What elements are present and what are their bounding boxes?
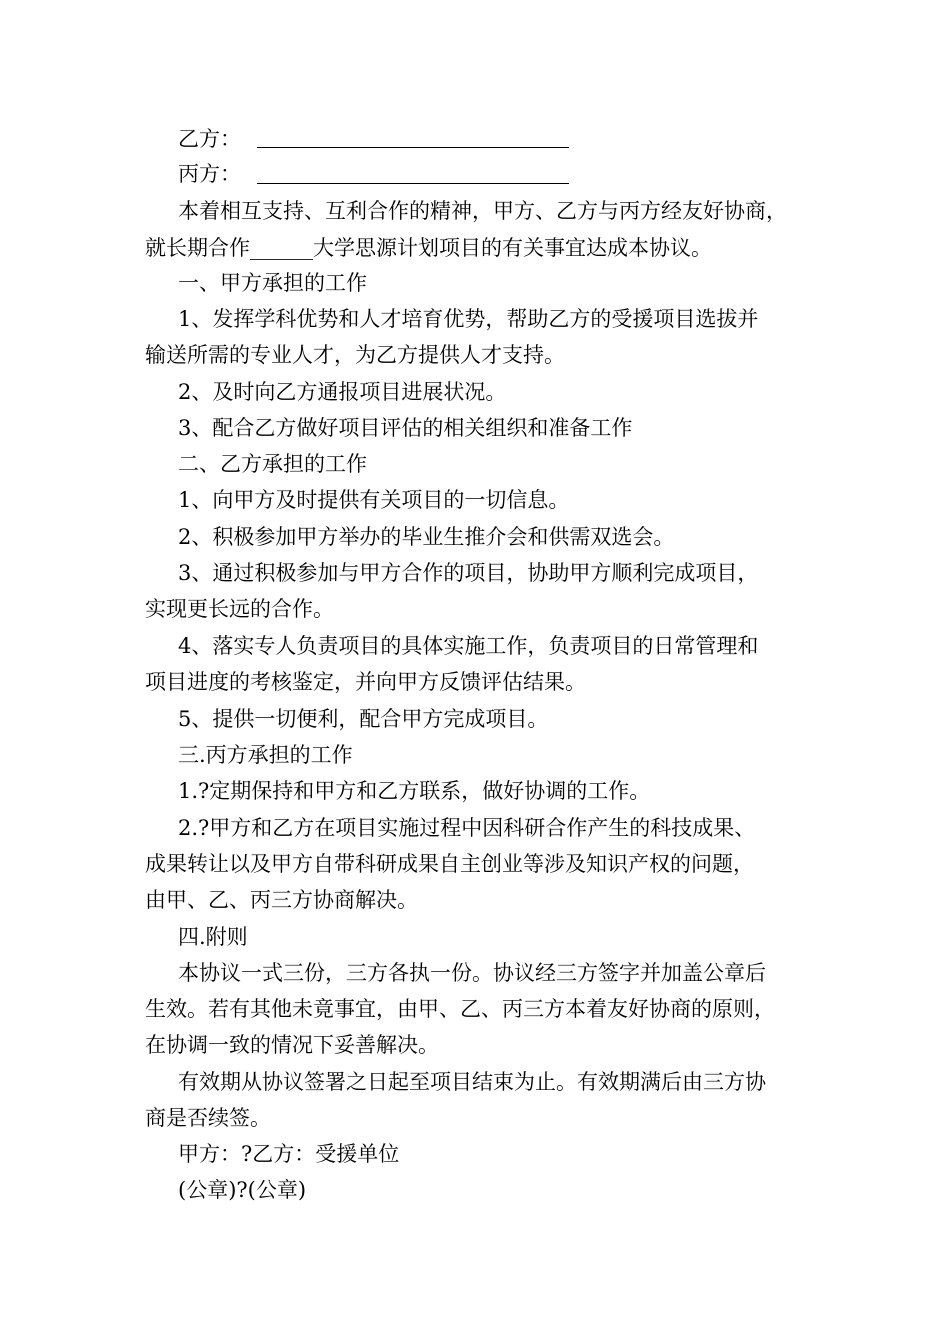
section-3-item-2-line-3: 由甲、乙、丙三方协商解决。 [145, 888, 418, 912]
party-c-label: 丙方： [178, 162, 241, 186]
section-2-item-4-line-1: 4、落实专人负责项目的具体实施工作，负责项目的日常管理和 [178, 634, 759, 658]
intro-line-2: 就长期合作______大学思源计划项目的有关事宜达成本协议。 [145, 236, 712, 260]
section-4-paragraph-1-line-1: 本协议一式三份，三方各执一份。协议经三方签字并加盖公章后 [178, 961, 766, 985]
section-2-item-3-line-1: 3、通过积极参加与甲方合作的项目，协助甲方顺利完成项目， [178, 561, 759, 585]
section-2-item-4-line-2: 项目进度的考核鉴定，并向甲方反馈评估结果。 [145, 670, 586, 694]
party-c-blank-line [257, 183, 569, 184]
section-1-title: 一、甲方承担的工作 [178, 271, 367, 295]
section-2-item-1: 1、向甲方及时提供有关项目的一切信息。 [178, 488, 570, 512]
section-3-title: 三.丙方承担的工作 [178, 743, 353, 767]
section-2-title: 二、乙方承担的工作 [178, 452, 367, 476]
section-4-paragraph-1-line-3: 在协调一致的情况下妥善解决。 [145, 1033, 439, 1057]
section-1-item-3: 3、配合乙方做好项目评估的相关组织和准备工作 [178, 416, 633, 440]
section-1-item-1-line-2: 输送所需的专业人才，为乙方提供人才支持。 [145, 343, 565, 367]
section-2-item-2: 2、积极参加甲方举办的毕业生推介会和供需双选会。 [178, 525, 675, 549]
section-4-paragraph-2-line-1: 有效期从协议签署之日起至项目结束为止。有效期满后由三方协 [178, 1070, 766, 1094]
party-b-row [178, 121, 858, 157]
section-2-item-5: 5、提供一切便利，配合甲方完成项目。 [178, 707, 549, 731]
party-c-row [178, 156, 858, 192]
section-2-item-3-line-2: 实现更长远的合作。 [145, 597, 334, 621]
section-4-title: 四.附则 [178, 925, 248, 949]
section-4-paragraph-2-line-2: 商是否续签。 [145, 1106, 271, 1130]
party-b-blank-line [257, 147, 569, 148]
party-b-label: 乙方： [178, 127, 241, 151]
section-3-item-2-line-1: 2.?甲方和乙方在项目实施过程中因科研合作产生的科技成果、 [178, 816, 756, 840]
section-1-item-2: 2、及时向乙方通报项目进展状况。 [178, 380, 507, 404]
intro-line-1: 本着相互支持、互利合作的精神，甲方、乙方与丙方经友好协商， [178, 199, 787, 223]
signature-line-2: (公章)?(公章) [178, 1178, 307, 1202]
signature-line-1: 甲方：?乙方：受援单位 [178, 1142, 400, 1166]
section-1-item-1-line-1: 1、发挥学科优势和人才培育优势，帮助乙方的受援项目选拔并 [178, 307, 759, 331]
section-4-paragraph-1-line-2: 生效。若有其他未竟事宜，由甲、乙、丙三方本着友好协商的原则， [145, 997, 775, 1021]
section-3-item-2-line-2: 成果转让以及甲方自带科研成果自主创业等涉及知识产权的问题， [145, 852, 754, 876]
section-3-item-1: 1.?定期保持和甲方和乙方联系，做好协调的工作。 [178, 779, 651, 803]
